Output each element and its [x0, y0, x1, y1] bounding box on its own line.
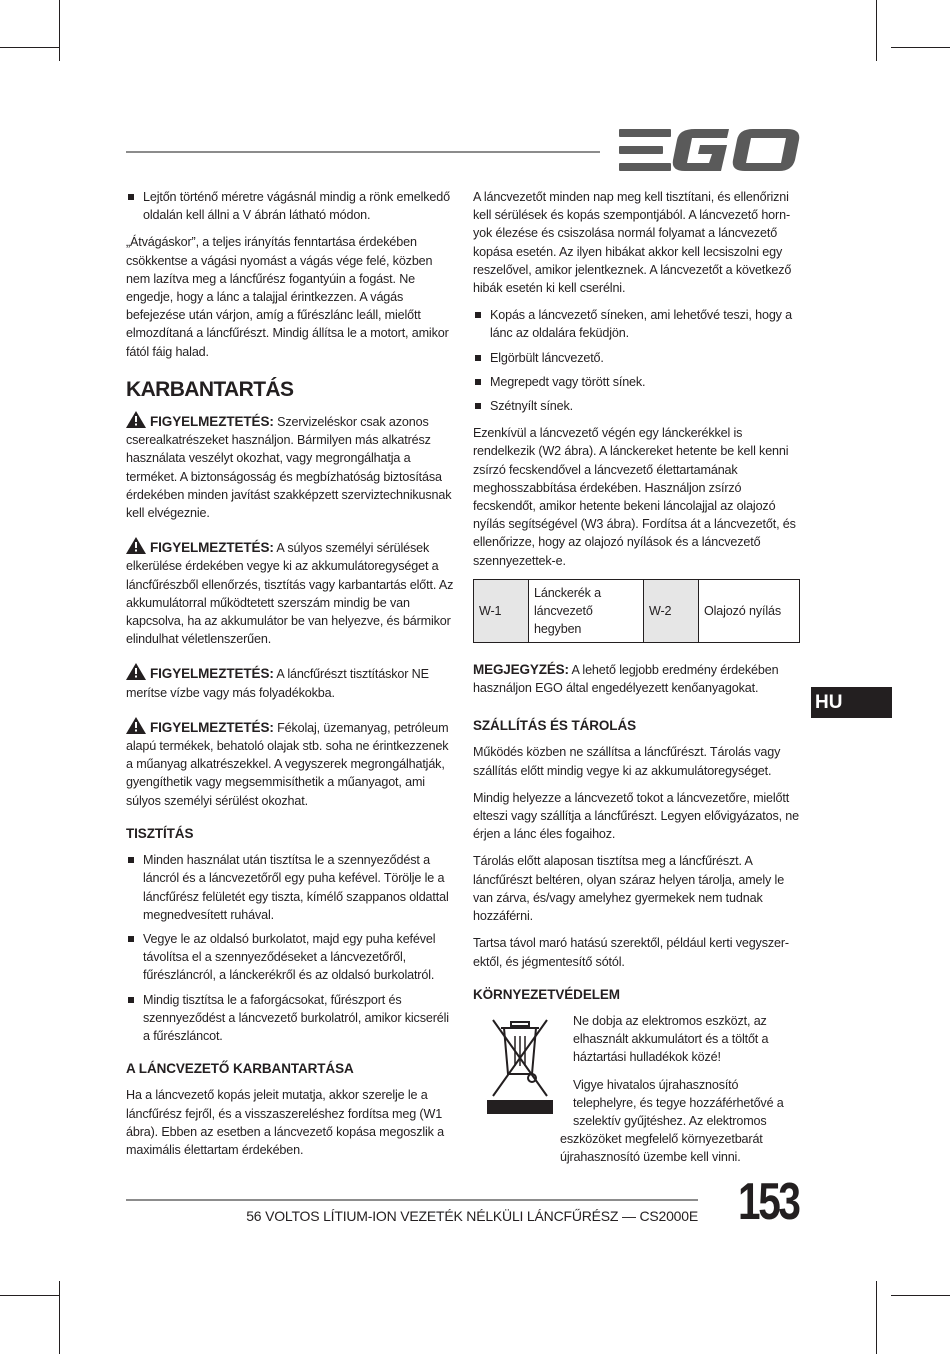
environment-text: [560, 1012, 800, 1167]
crossed-out-wheelie-bin-icon: [485, 1012, 555, 1120]
note-paragraph: [473, 661, 800, 697]
warning-triangle-icon: [126, 411, 146, 428]
section-heading-environment: KÖRNYEZETVÉDELEM: [473, 986, 620, 1002]
warning-label: FIGYELMEZTETÉS:: [150, 414, 274, 430]
paragraph-transport: Tartsa távol maró hatású szerektől, például kerti vegyszerektől, és jégmentesítő sótól.: [473, 936, 790, 969]
warning-block: [126, 717, 454, 810]
warning-triangle-icon: [126, 663, 146, 680]
paragraph-atvagas: „Átvágáskor”, a teljes irányítás fenntartása érdekében csökkentse a vágási nyomást a vágás vége felé, közben nem lazítva meg a láncfűrész fogantyúin a fogást. Ne engedje, hogy a lánc a talajjal érintkezzen. A vágás befejezése után várjon, amíg a fűrészlánc leáll, mielőtt elmozdítaná a láncfűrészt. Mindig állítsa le a motort, amikor fától fáig halad.: [126, 235, 449, 359]
environment-block: [473, 1012, 800, 1176]
ego-logo: [617, 128, 801, 172]
warning-text: Fékolaj, üzemanyag, petróleum alapú termékek, behatoló olajak stb. soha ne érintkezzenek a műanyag alkatrészekkel. A vegyszerek megrongálhatják, gyengíthetik vagy megsemmisíthetik a műanyagot, ami súlyos személyi sérülést okozhat.: [126, 720, 449, 808]
crop-mark: [891, 1295, 950, 1296]
crop-mark: [59, 0, 60, 61]
table-row: [474, 579, 800, 642]
left-column: [126, 188, 454, 1168]
paragraph-bar: Ha a láncvezető kopás jeleit mutatja, akkor szerelje le a láncfűrész fejről, és a visszaszereléshez fordítsa meg (W1 ábra). Ebben az esetben a láncvezető kopása megoszlik a maximális élettartam érdekében.: [126, 1088, 444, 1157]
note-text: A lehető legjobb eredmény érdekében használjon EGO által engedélyezett kenőanyagokat.: [473, 662, 779, 696]
language-tab: HU: [811, 687, 892, 718]
figure-legend-table: [473, 579, 800, 643]
warning-block: [126, 663, 454, 701]
bar-defects-list: [473, 306, 800, 415]
footer-title: 56 VOLTOS LÍTIUM-ION VEZETÉK NÉLKÜLI LÁNCFŰRÉSZ — CS2000E: [246, 1208, 698, 1224]
warning-text: Szervizeléskor csak azonos cserealkatrészeket használjon. Bármilyen más alkatrész használata veszélyt okozhat, vagy megrongálhatja a terméket. A biztonságosság és megbízhatóság biztosítása érdekében minden javítást szakképzett szerviztechnikusnak kell elvégeznie.: [126, 415, 452, 521]
list-item: Kopás a láncvezető síneken, ami lehetővé teszi, hogy a lánc az oldalára feküdjön.: [473, 306, 800, 342]
paragraph-transport: Működés közben ne szállítsa a láncfűrészt. Tárolás vagy szállítás előtt mindig vegye ki az akkumulátoregységet.: [473, 745, 781, 778]
list-item: Elgörbült láncvezető.: [473, 349, 800, 367]
warning-block: [126, 537, 454, 648]
section-heading-bar-maintenance: A LÁNCVEZETŐ KARBANTARTÁSA: [126, 1061, 354, 1077]
footer-rule: [126, 1199, 698, 1201]
legend-code: W-2: [644, 579, 699, 642]
right-column: [473, 188, 800, 1176]
paragraph-environment: Vigye hivatalos újrahasznosító telephelyre, és tegye hozzáférhetővé a szelektív gyűjtéshez. Az elektromos eszközöket megfelelő környezetbarát újrahasznosító üzembe kell vinni.: [560, 1077, 784, 1165]
warning-triangle-icon: [126, 537, 146, 554]
crop-mark: [876, 1281, 877, 1354]
list-item: Vegye le az oldalsó burkolatot, majd egy puha kefével távolítsa el a szennyeződéseket a láncvezetőről, fűrészláncról, a lánckerékről és az oldalsó burkolatról.: [126, 930, 454, 985]
section-heading-cleaning: TISZTÍTÁS: [126, 825, 194, 841]
legend-label: Olajozó nyílás: [699, 579, 800, 642]
list-item: Minden használat után tisztítsa le a szennyeződést a láncról és a láncvezetőről egy puha kefével. Törölje le a láncfűrész felületét egy tiszta, kímélő szappanos oldattal megnedvesített ruhával.: [126, 851, 454, 924]
warning-label: FIGYELMEZTETÉS:: [150, 666, 274, 682]
warning-block: [126, 411, 454, 522]
page-number: 153: [738, 1173, 799, 1231]
note-label: MEGJEGYZÉS:: [473, 661, 569, 677]
warning-triangle-icon: [126, 717, 146, 734]
crop-mark: [59, 1281, 60, 1354]
paragraph-transport: Tárolás előtt alaposan tisztítsa meg a láncfűrészt. A láncfűrészt beltéren, olyan száraz helyen tárolja, amely le van zárva, és/vagy amelyhez gyermekek nem tudnak hozzáférni.: [473, 854, 785, 924]
section-heading-maintenance: KARBANTARTÁS: [126, 377, 294, 401]
legend-code: W-1: [474, 579, 529, 642]
crop-mark: [891, 47, 950, 48]
warning-text: A súlyos személyi sérülések elkerülése érdekében vegye ki az akkumulátoregységet a láncfűrészből ellenőrzés, tisztítás vagy karbantartás előtt. Az akkumulátorral működtetett szerszám mindig be van kapcsolva, ha az akkumulátor be van helyezve, és bármikor elindulhat véletlenszerűen.: [126, 541, 454, 647]
section-heading-transport: SZÁLLÍTÁS ÉS TÁROLÁS: [473, 718, 636, 734]
header-rule: [126, 151, 600, 153]
list-item: Szétnyílt sínek.: [473, 397, 800, 415]
list-item: Lejtőn történő méretre vágásnál mindig a rönk emelkedő oldalán kell állni a V ábrán látható módon.: [126, 188, 454, 224]
list-item: Megrepedt vagy törött sínek.: [473, 373, 800, 391]
warning-label: FIGYELMEZTETÉS:: [150, 719, 274, 735]
paragraph-environment: Ne dobja az elektromos eszközt, az elhasznált akkumulátort és a töltőt a háztartási hulladékok közé!: [573, 1013, 769, 1065]
cleaning-bullet-list: [126, 851, 454, 1045]
paragraph-sprocket: Ezenkívül a láncvezető végén egy lánckerékkel is rendelkezik (W2 ábra). A lánckereket hetente be kell kenni zsírzó fecskendővel a láncvezető élettartamának meghosszabbítása érdekében. Használjon zsírzó fecskendőt, amikor hetente bekeni láncolajjal az olajozó nyílás segítségével (W3 ábra). Fordítsa át a láncvezetőt, és ellenőrizze, hogy az olajozó nyílások és a láncvezető szennyezettek-e.: [473, 426, 796, 568]
crop-mark: [876, 0, 877, 61]
crop-mark: [0, 1295, 59, 1296]
paragraph-bar-daily: A láncvezetőt minden nap meg kell tisztítani, és ellenőrizni kell sérülések és kopás szempontjából. A láncvezető hornyok élezése és csiszolása normál folyamat a láncvezető kopása esetén. Az ilyen hibákat akkor kell lecsiszolni egy reszelővel, amikor jelentkeznek. A láncvezetőt a következő hibák esetén ki kell cserélni.: [473, 190, 792, 296]
legend-label: Lánckerék a láncvezető hegyben: [529, 579, 644, 642]
paragraph-transport: Mindig helyezze a láncvezető tokot a láncvezetőre, mielőtt elteszi vagy szállítja a láncfűrészt. Legyen elővigyázatos, ne érjen a lánc éles fogaihoz.: [473, 790, 800, 842]
warning-text: A láncfűrészt tisztításkor NE merítse vízbe vagy más folyadékokba.: [126, 667, 429, 700]
intro-bullet-list: [126, 188, 454, 224]
list-item: Mindig tisztítsa le a faforgácsokat, fűrészport és szennyeződést a láncvezető burkolatról, amikor kicseréli a fűrészláncot.: [126, 991, 454, 1046]
warning-label: FIGYELMEZTETÉS:: [150, 540, 274, 556]
crop-mark: [0, 47, 59, 48]
